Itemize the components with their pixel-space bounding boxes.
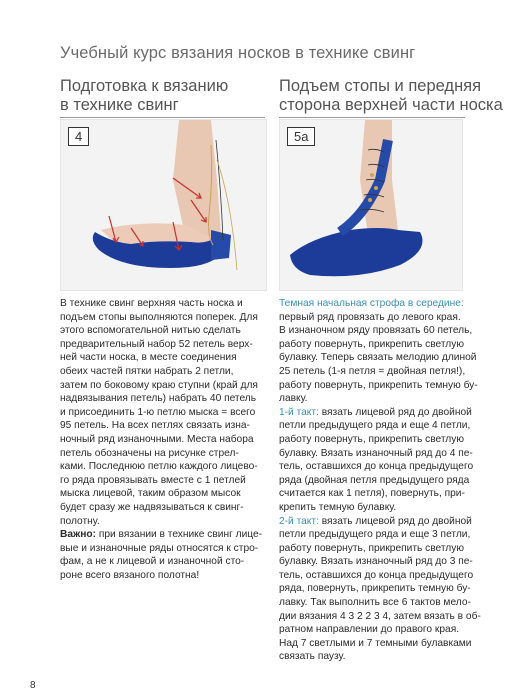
page-header: Учебный курс вязания носков в технике свинг	[60, 44, 416, 62]
page-number: 8	[30, 680, 36, 691]
right-section-title: Подъем стопы и передняя сторона верхней части носка	[279, 77, 503, 114]
takt2-first-line: 2-й такт: вязать лицевой ряд до двойной	[279, 515, 472, 527]
right-body-text: Темная начальная строфа в середине: первый ряд провязать до левого края. В изнаночном ряду провязать 60 петель, работу повернуть, прикрепить светлую булавку. Теперь связать мелодию длиной 25 петель (1-я петля = двойная петля!), работу повернуть, прикрепить темную бу- лавку. 1-й такт: вязать лицевой ряд до двойной петли предыдущего ряда и еще 4 петли, работу повернуть, прикрепить светлую булавку. Вязать изнаночный ряд до 4 пе- тель, оставшихся до конца предыдущего ряда (двойная петля предыдущего ряда считается как 1 петля), повернуть, при- крепить темную булавку. 2-й такт: вязать лицевой ряд до двойной петли предыдущего ряда и еще 3 петли, работу повернуть, прикрепить светлую булавку. Вязать изнаночный ряд до 3 пе- тель, оставшихся до конца предыдущего ряда, повернуть, прикрепить темную бу- лавку. Так выполнить все 6 тактов мело- дии вязания 4 3 2 2 3 4, затем вязать в об- ратном направлении до правого края. Над 7 светлыми и 7 темными булавками связать паузу.	[279, 298, 481, 663]
takt1-first-line: 1-й такт: вязать лицевой ряд до двойной	[279, 406, 472, 418]
important-note: Важно: при вязании в технике свинг лице-	[60, 529, 263, 541]
photo-step-4	[60, 119, 267, 291]
takt2-label: 2-й такт:	[279, 515, 319, 527]
step-label-5a: 5а	[287, 127, 315, 146]
right-title-rule	[279, 117, 465, 118]
takt1-label: 1-й такт:	[279, 406, 319, 418]
left-section-title: Подготовка к вязанию в технике свинг	[60, 77, 229, 114]
step-label-4: 4	[68, 127, 89, 146]
important-label: Важно:	[60, 529, 97, 541]
left-body-text: В технике свинг верхняя часть носка и подъем стопы выполняются поперек. Для этого вспомогательной нитью сделать предварительный набор 52 петель верх- ней части носка, в месте соединения обеих частей пятки набрать 2 петли, затем по боковому краю ступни (край для надвязывания петель) набрать 40 петель и присоединить 1-ю петлю мыска = всего 95 петель. На всех петлях связать изна- ночный ряд изнаночными. Места набора петель обозначены на рисунке стрел- ками. Последнюю петлю каждого лицево- го ряда провязывать вместе с 1 петлей мыска лицевой, таким образом мысок будет сразу же надвязываться к свинг- полотну. Важно: при вязании в технике свинг лице- вые и изнаночные ряды относятся к стро- фам, а не к лицевой и изнаночной сто- роне всего вязаного полотна!	[60, 297, 265, 582]
photo-step-5a	[279, 119, 463, 291]
intro-label: Темная начальная строфа в середине:	[279, 298, 464, 309]
sock-knitting-illustration	[61, 120, 266, 290]
left-title-rule	[60, 117, 265, 118]
